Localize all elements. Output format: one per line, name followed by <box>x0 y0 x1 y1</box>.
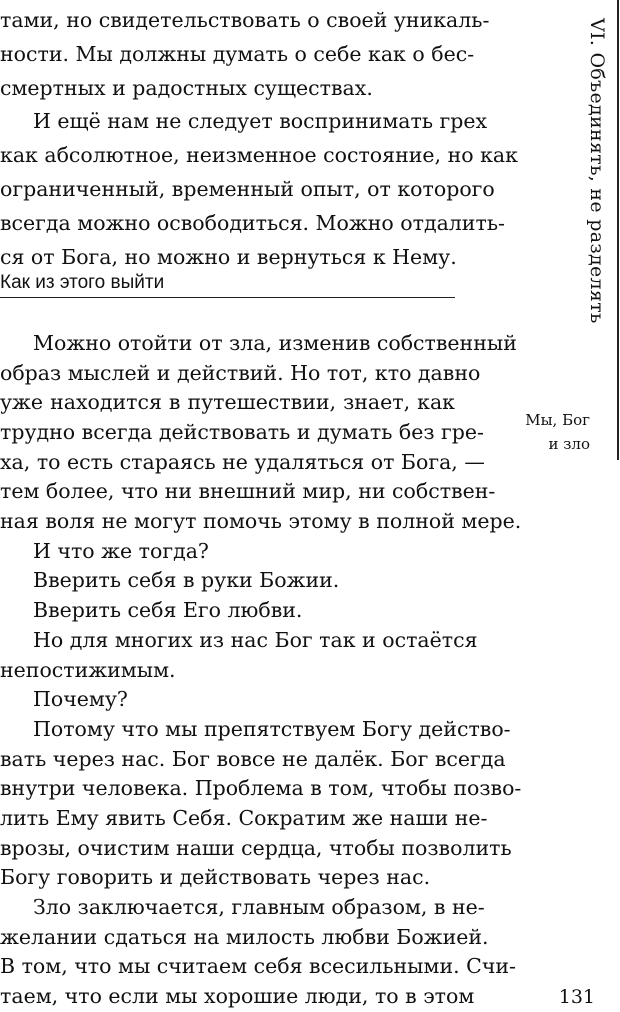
text-line: таем, что если мы хорошие люди, то в этом <box>0 984 475 1008</box>
text-line: образ мыслей и действий. Но тот, кто давно <box>0 361 481 385</box>
text-line: И что же тогда? <box>33 539 209 563</box>
text-line: тем более, что ни внешний мир, ни собствен- <box>0 479 496 503</box>
text-line: В том, что мы считаем себя всесильными. Счи- <box>0 954 516 978</box>
text-line: вать через нас. Бог вовсе не далёк. Бог всегда <box>0 747 506 771</box>
text-line: ная воля не могут помочь этому в полной мере. <box>0 509 522 533</box>
text-line: лить Ему явить Себя. Сократим же наши не- <box>0 806 488 830</box>
heading-rule <box>0 297 455 298</box>
text-line: ся от Бога, но можно и вернуться к Нему. <box>0 245 457 269</box>
text-line: Можно отойти от зла, изменив собственный <box>33 331 517 355</box>
text-line: И ещё нам не следует воспринимать грех <box>33 109 488 133</box>
margin-note-line: Мы, Бог <box>525 411 590 429</box>
margin-note-line: и зло <box>548 435 590 453</box>
text-line: ограниченный, временный опыт, от которого <box>0 177 495 201</box>
section-heading: Как из этого выйти <box>0 272 165 293</box>
text-line: желании сдаться на милость любви Божией. <box>0 925 489 949</box>
text-line: всегда можно освободиться. Можно отдалить- <box>0 211 505 235</box>
page-number: 131 <box>558 986 595 1008</box>
text-line: тами, но свидетельствовать о своей уникаль- <box>0 8 490 32</box>
text-line: ха, то есть стараясь не удаляться от Бога, — <box>0 450 485 474</box>
text-line: внутри человека. Проблема в том, чтобы позво- <box>0 776 522 800</box>
text-line: смертных и радостных существах. <box>0 76 373 100</box>
text-line: непостижимым. <box>0 658 176 682</box>
text-line: Зло заключается, главным образом, в не- <box>33 895 485 919</box>
text-line: Но для многих из нас Бог так и остаётся <box>33 628 478 652</box>
text-line: трудно всегда действовать и думать без гре- <box>0 420 484 444</box>
text-line: Вверить себя Его любви. <box>33 598 303 622</box>
text-line: Потому что мы препятствуем Богу действо- <box>33 717 511 741</box>
text-line: Почему? <box>33 687 128 711</box>
margin-rule <box>617 0 619 460</box>
text-line: врозы, очистим наши сердца, чтобы позволить <box>0 836 512 860</box>
margin-note <box>500 408 590 456</box>
text-line: уже находится в путешествии, знает, как <box>0 390 455 414</box>
text-line: как абсолютное, неизменное состояние, но как <box>0 143 518 167</box>
running-head: VI. Объединять, не разделять <box>586 18 608 324</box>
text-line: Богу говорить и действовать через нас. <box>0 865 431 889</box>
text-line: ности. Мы должны думать о себе как о бес- <box>0 42 475 66</box>
text-line: Вверить себя в руки Божии. <box>33 568 340 592</box>
